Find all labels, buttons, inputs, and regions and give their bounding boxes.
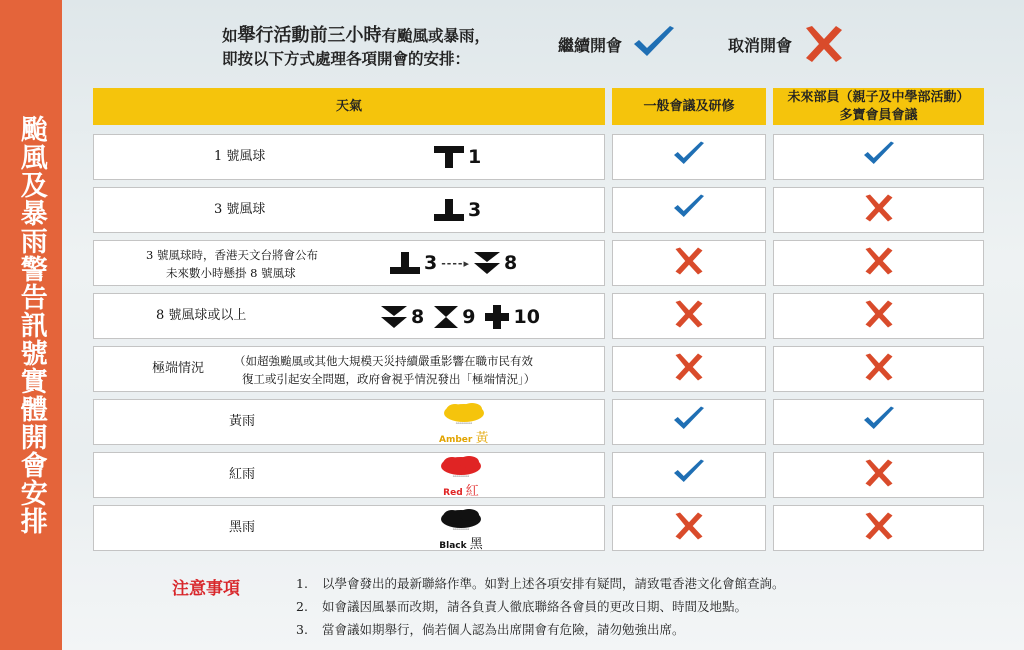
legend-continue xyxy=(558,24,676,64)
black-rain-cloud-icon xyxy=(439,509,483,533)
future-cell-8 xyxy=(773,505,984,551)
black-rain-signal: ᵒᵒᵒᵒᵒᵒᵒᵒ Black 黑 xyxy=(439,509,483,552)
future-cell-6 xyxy=(773,399,984,445)
signal-3: 3 xyxy=(434,199,481,221)
general-cell-8 xyxy=(612,505,766,551)
future-cell-5 xyxy=(773,346,984,392)
check-icon xyxy=(632,24,676,64)
red-rain-cloud-icon xyxy=(439,456,483,480)
row-label: 極端情況 xyxy=(152,361,205,376)
future-cell-7 xyxy=(773,452,984,498)
signal-8-9-10: 8 9 10 xyxy=(381,305,540,329)
svg-text:ᵒᵒᵒᵒᵒᵒᵒᵒ: ᵒᵒᵒᵒᵒᵒᵒᵒ xyxy=(452,475,470,480)
cross-icon xyxy=(672,352,706,386)
cross-icon xyxy=(862,458,896,492)
table-row-weather-2 xyxy=(93,187,605,233)
intro-line2: 即按以下方式處理各項開會的安排： xyxy=(222,49,471,68)
signal-3-to-8: 3 ----▸ 8 xyxy=(390,252,517,274)
cross-icon xyxy=(862,246,896,280)
header-future: 未來部員（親子及中學部活動） 多寶會員會議 xyxy=(773,88,984,125)
future-cell-2 xyxy=(773,187,984,233)
sidebar xyxy=(0,0,62,650)
typhoon-signal-8-icon xyxy=(381,306,407,328)
table-row-weather-4 xyxy=(93,293,605,339)
header-weather: 天氣 xyxy=(93,88,605,125)
table-row-weather-3 xyxy=(93,240,605,286)
future-cell-3 xyxy=(773,240,984,286)
table-row-weather-8 xyxy=(93,505,605,551)
cross-icon xyxy=(862,193,896,227)
row-label: 紅雨 xyxy=(229,467,256,482)
typhoon-signal-inverted-t-icon xyxy=(434,199,464,221)
header-general: 一般會議及研修 xyxy=(612,88,766,125)
check-icon xyxy=(862,405,896,439)
typhoon-signal-10-icon xyxy=(485,305,509,329)
arrow-right-icon: ----▸ xyxy=(441,256,471,270)
table-row-weather-5 xyxy=(93,346,605,392)
list-item: 2. 如會議因風暴而改期，請各負責人徹底聯絡各會員的更改日期、時間及地點。 xyxy=(296,599,748,614)
typhoon-signal-t-icon xyxy=(434,146,464,168)
future-cell-4 xyxy=(773,293,984,339)
typhoon-signal-9-icon xyxy=(434,306,458,328)
row-label: 3 號風球 xyxy=(214,202,266,217)
svg-text:ᵒᵒᵒᵒᵒᵒᵒᵒ: ᵒᵒᵒᵒᵒᵒᵒᵒ xyxy=(455,422,473,427)
general-cell-5 xyxy=(612,346,766,392)
check-icon xyxy=(672,140,706,174)
table-row-weather-1 xyxy=(93,134,605,180)
check-icon xyxy=(672,458,706,492)
intro-emphasis: 舉行活動前三小時 xyxy=(237,25,382,46)
intro xyxy=(222,24,490,70)
extreme-note: （如超強颱風或其他大規模天災持續嚴重影響在職市民有效 復工或引起安全問題，政府會視乎情況發出「極端情況」） xyxy=(234,354,536,386)
signal-1: 1 xyxy=(434,146,481,168)
cross-icon xyxy=(862,352,896,386)
amber-rain-cloud-icon xyxy=(442,403,486,427)
list-item: 1. 以學會發出的最新聯絡作準。如對上述各項安排有疑問，請致電香港文化會館查詢。 xyxy=(296,576,785,591)
general-cell-6 xyxy=(612,399,766,445)
row-label: 3 號風球時，香港天文台將會公布 未來數小時懸掛 8 號風球 xyxy=(146,248,318,280)
general-cell-7 xyxy=(612,452,766,498)
row-label: 黃雨 xyxy=(229,414,256,429)
table-row-weather-6 xyxy=(93,399,605,445)
amber-rain-signal: ᵒᵒᵒᵒᵒᵒᵒᵒ Amber 黃 xyxy=(439,403,488,446)
intro-line1: 如舉行活動前三小時有颱風或暴雨， xyxy=(222,25,491,46)
notes-list xyxy=(296,572,785,641)
cross-icon xyxy=(672,511,706,545)
typhoon-signal-inverted-t-icon xyxy=(390,252,420,274)
row-label: 1 號風球 xyxy=(214,149,266,164)
check-icon xyxy=(862,140,896,174)
notes-title: 注意事項 xyxy=(172,579,240,599)
general-cell-3 xyxy=(612,240,766,286)
cross-icon xyxy=(862,299,896,333)
general-cell-2 xyxy=(612,187,766,233)
row-label: 黑雨 xyxy=(229,520,256,535)
general-cell-4 xyxy=(612,293,766,339)
general-cell-1 xyxy=(612,134,766,180)
cross-icon xyxy=(802,24,846,64)
cross-icon xyxy=(672,299,706,333)
legend-cancel xyxy=(728,24,846,64)
table-row-weather-7 xyxy=(93,452,605,498)
future-cell-1 xyxy=(773,134,984,180)
check-icon xyxy=(672,405,706,439)
red-rain-signal: ᵒᵒᵒᵒᵒᵒᵒᵒ Red 紅 xyxy=(439,456,483,499)
cross-icon xyxy=(862,511,896,545)
svg-text:ᵒᵒᵒᵒᵒᵒᵒᵒ: ᵒᵒᵒᵒᵒᵒᵒᵒ xyxy=(452,528,470,533)
legend-continue-label: 繼續開會 xyxy=(558,35,623,55)
sidebar-title: 颱風及暴雨警告訊號實體開會安排 xyxy=(15,115,47,535)
list-item: 3. 當會議如期舉行，倘若個人認為出席開會有危險，請勿勉強出席。 xyxy=(296,622,685,637)
typhoon-signal-8-icon xyxy=(474,252,500,274)
legend-cancel-label: 取消開會 xyxy=(728,35,793,55)
check-icon xyxy=(672,193,706,227)
cross-icon xyxy=(672,246,706,280)
row-label: 8 號風球或以上 xyxy=(156,308,247,323)
